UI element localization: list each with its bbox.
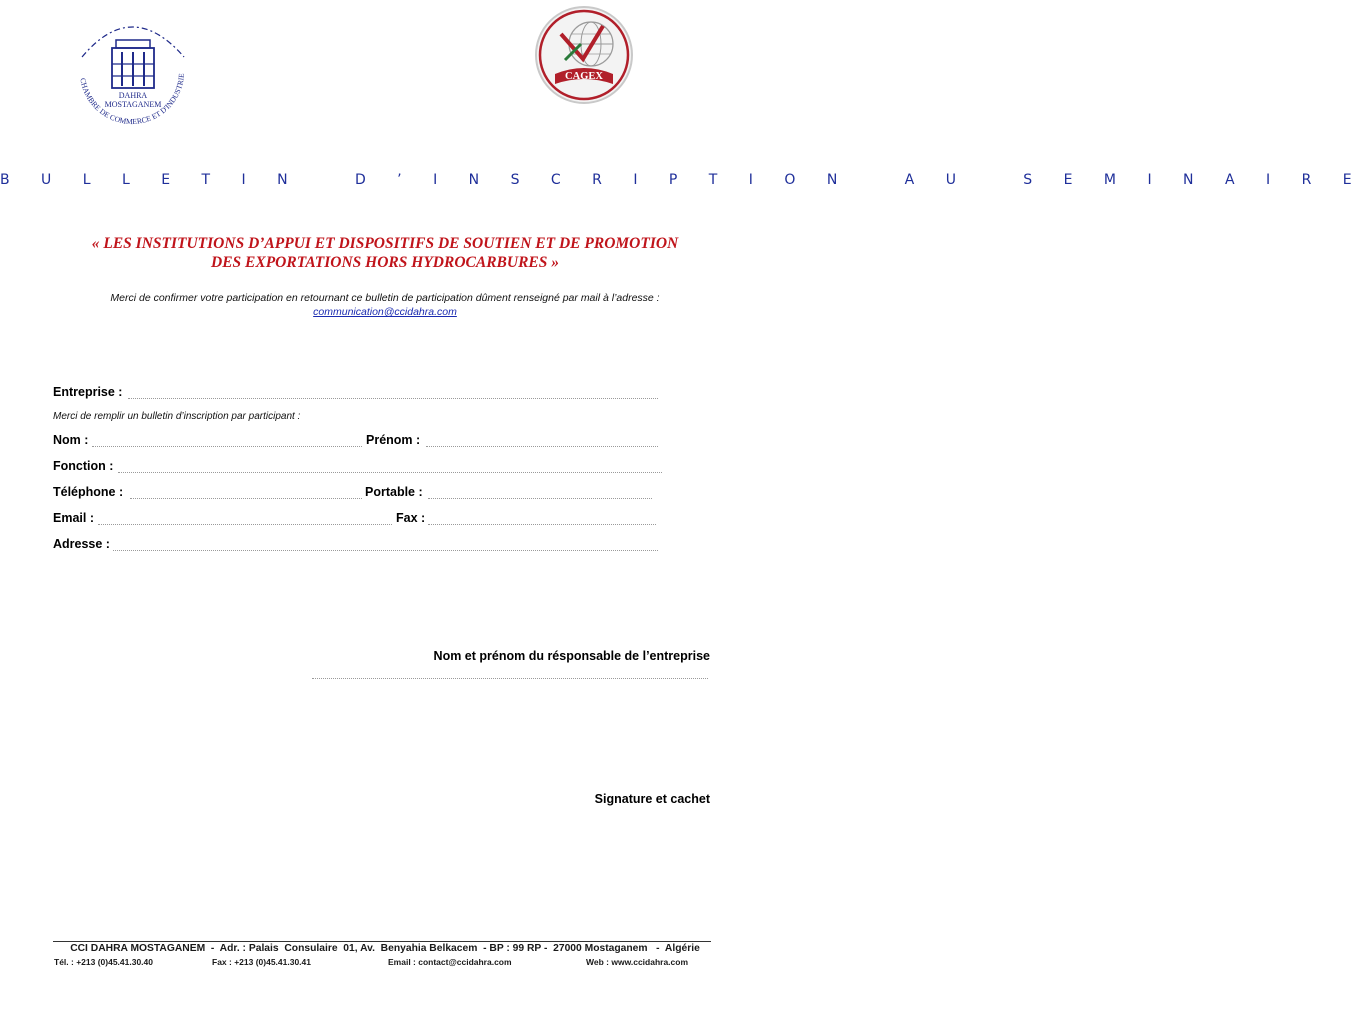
footer-web: Web : www.ccidahra.com <box>586 957 689 967</box>
responsable-label: Nom et prénom du résponsable de l’entreprise <box>433 649 710 663</box>
nom-field[interactable] <box>92 446 362 447</box>
telephone-label: Téléphone : <box>53 485 124 499</box>
contact-email-link[interactable]: communication@ccidahra.com <box>313 306 457 318</box>
portable-field[interactable] <box>428 498 652 499</box>
svg-text:CHAMBRE DE COMMERCE ET D'INDUS: CHAMBRE DE COMMERCE ET D'INDUSTRIE <box>78 72 187 127</box>
footer-address: CCI DAHRA MOSTAGANEM - Adr. : Palais Consulaire 01, Av. Benyahia Belkacem - BP : 99 RP - 27000 Mostaganem - Algérie <box>70 943 700 954</box>
footer-tel: Tél. : +213 (0)45.41.30.40 <box>54 957 153 967</box>
adresse-label: Adresse : <box>53 537 110 551</box>
responsable-field[interactable] <box>312 678 708 679</box>
fax-field[interactable] <box>428 524 656 525</box>
telephone-field[interactable] <box>130 498 362 499</box>
svg-text:MOSTAGANEM: MOSTAGANEM <box>104 100 162 109</box>
email-label: Email : <box>53 511 94 525</box>
nom-label: Nom : <box>53 433 89 447</box>
cci-dahra-logo <box>62 2 202 147</box>
entreprise-field[interactable] <box>128 398 658 399</box>
prenom-field[interactable] <box>426 446 658 447</box>
fonction-field[interactable] <box>118 472 662 473</box>
seminar-title <box>60 234 710 272</box>
seminar-title-line1: « LES INSTITUTIONS D’APPUI ET DISPOSITIFS DE SOUTIEN ET DE PROMOTION <box>91 235 679 252</box>
entreprise-label: Entreprise : <box>53 385 123 399</box>
email-field[interactable] <box>98 524 392 525</box>
seminar-title-line2: DES EXPORTATIONS HORS HYDROCARBURES » <box>211 254 559 271</box>
portable-label: Portable : <box>365 485 423 499</box>
footer-email: Email : contact@ccidahra.com <box>388 957 512 967</box>
cagex-logo-text: CAGEX <box>565 71 603 82</box>
fonction-label: Fonction : <box>53 459 114 473</box>
bulletin-title: B U L L E T I N D ’ I N S C R I P T I O N A U S E M I N A I R E <box>0 172 1365 188</box>
intro-text <box>40 291 730 319</box>
footer-fax: Fax : +213 (0)45.41.30.41 <box>212 957 311 967</box>
footer-divider <box>53 941 711 942</box>
intro-sentence: Merci de confirmer votre participation en retournant ce bulletin de participation dûment renseigné par mail à l’adresse : <box>110 292 660 304</box>
participant-note: Merci de remplir un bulletin d’inscription par participant : <box>53 411 301 422</box>
svg-text:DAHRA: DAHRA <box>118 91 148 100</box>
prenom-label: Prénom : <box>366 433 421 447</box>
cagex-logo <box>533 4 635 106</box>
fax-label: Fax : <box>396 511 426 525</box>
adresse-field[interactable] <box>113 550 658 551</box>
signature-label: Signature et cachet <box>594 792 710 806</box>
